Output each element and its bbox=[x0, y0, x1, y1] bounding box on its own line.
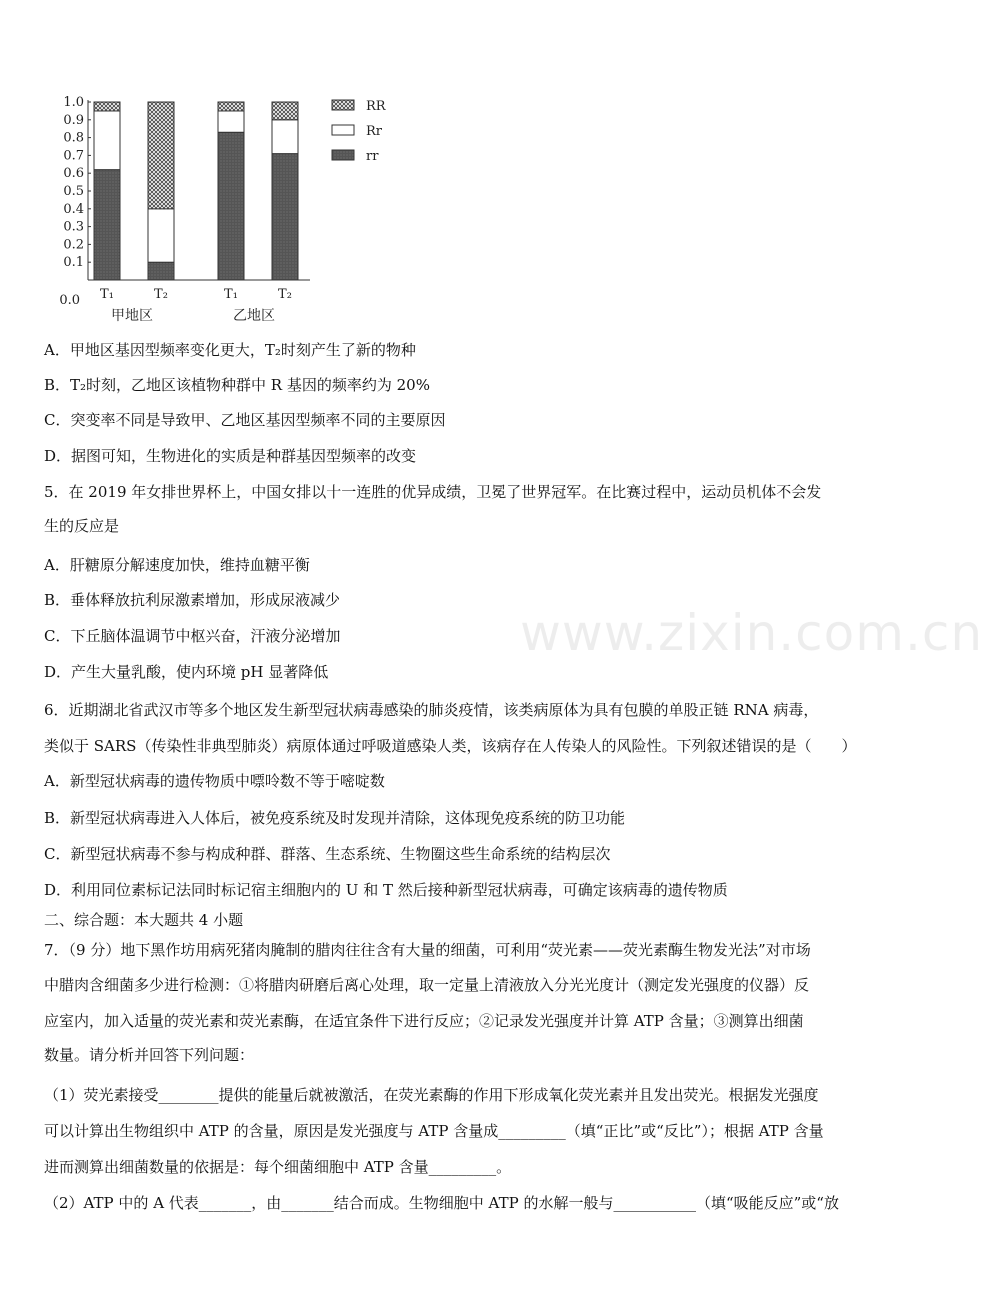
text-line-sec2: 二、综合题：本大题共 4 小题 bbox=[44, 911, 244, 929]
bar-segment-rr bbox=[272, 154, 298, 280]
bar-segment-RR bbox=[148, 102, 174, 209]
bar-segment-rr bbox=[94, 170, 120, 280]
text-line-q4a: A．甲地区基因型频率变化更大，T₂时刻产生了新的物种 bbox=[44, 341, 416, 359]
group-label: 甲地区 bbox=[111, 308, 153, 324]
bar-segment-RR bbox=[272, 102, 298, 120]
y-tick-label: 0.5 bbox=[63, 184, 84, 199]
legend-swatch-RR bbox=[332, 100, 354, 110]
watermark: www.zixin.com.cn bbox=[520, 604, 983, 662]
bar-segment-RR bbox=[218, 102, 244, 111]
text-line-q7e: （1）荧光素接受________提供的能量后就被激活，在荧光素酶的作用下形成氧化荧光素并且发出荧光。根据发光强度 bbox=[44, 1086, 819, 1104]
x-tick-label: T₁ bbox=[100, 287, 114, 302]
y-tick-label: 0.6 bbox=[63, 166, 84, 182]
text-line-q6a3: C．新型冠状病毒不参与构成种群、群落、生态系统、生物圈这些生命系统的结构层次 bbox=[44, 845, 611, 863]
text-line-q7: 7．（9 分）地下黑作坊用病死猪肉腌制的腊肉往往含有大量的细菌，可利用“荧光素——荧光素酶生物发光法”对市场 bbox=[44, 941, 811, 959]
legend-label-rr: rr bbox=[366, 149, 379, 164]
y-tick-label: 0.2 bbox=[63, 237, 84, 253]
text-line-q5a3: C．下丘脑体温调节中枢兴奋，汗液分泌增加 bbox=[44, 627, 341, 645]
bar-segment-rr bbox=[148, 262, 174, 280]
text-line-q7b: 中腊肉含细菌多少进行检测：①将腊肉研磨后离心处理，取一定量上清液放入分光光度计（测定发光强度的仪器）反 bbox=[44, 976, 810, 994]
text-line-q4b: B．T₂时刻，乙地区该植物种群中 R 基因的频率约为 20% bbox=[44, 376, 430, 394]
text-line-q7h: （2）ATP 中的 A 代表_______，由_______结合而成。生物细胞中 ATP 的水解一般与___________（填“吸能反应”或“放 bbox=[44, 1194, 839, 1212]
y-tick-label: 0.8 bbox=[63, 130, 84, 146]
text-line-q5a2: B．垂体释放抗利尿激素增加，形成尿液减少 bbox=[44, 591, 341, 609]
bar-segment-Rr bbox=[148, 209, 174, 262]
bar-segment-RR bbox=[94, 102, 120, 111]
bar-segment-rr bbox=[218, 132, 244, 280]
y-tick-label: 0.9 bbox=[63, 112, 84, 128]
text-line-q6b: 类似于 SARS（传染性非典型肺炎）病原体通过呼吸道感染人类，该病存在人传染人的风险性。下列叙述错误的是（ ） bbox=[44, 737, 857, 755]
text-line-q5b: 生的反应是 bbox=[44, 517, 120, 535]
legend-label-RR: RR bbox=[366, 99, 386, 114]
text-line-q5: 5．在 2019 年女排世界杯上，中国女排以十一连胜的优异成绩，卫冕了世界冠军。在比赛过程中，运动员机体不会发 bbox=[44, 483, 822, 501]
text-line-q7c: 应室内，加入适量的荧光素和荧光素酶，在适宜条件下进行反应；②记录发光强度并计算 ATP 含量；③测算出细菌 bbox=[44, 1012, 804, 1030]
y-tick-label: 0.0 bbox=[59, 293, 80, 308]
x-tick-label: T₂ bbox=[278, 287, 292, 302]
text-line-q6a2: B．新型冠状病毒进入人体后，被免疫系统及时发现并清除，这体现免疫系统的防卫功能 bbox=[44, 809, 626, 827]
legend-label-Rr: Rr bbox=[366, 124, 383, 139]
bar-segment-Rr bbox=[94, 111, 120, 170]
text-line-q7d: 数量。请分析并回答下列问题： bbox=[44, 1046, 255, 1064]
text-line-q4c: C．突变率不同是导致甲、乙地区基因型频率不同的主要原因 bbox=[44, 411, 446, 429]
chart-svg bbox=[40, 88, 420, 328]
y-tick-label: 0.4 bbox=[63, 201, 84, 217]
text-line-q6: 6．近期湖北省武汉市等多个地区发生新型冠状病毒感染的肺炎疫情，该类病原体为具有包膜的单股正链 RNA 病毒， bbox=[44, 701, 819, 719]
text-line-q6a4: D．利用同位素标记法同时标记宿主细胞内的 U 和 T 然后接种新型冠状病毒，可确定该病毒的遗传物质 bbox=[44, 881, 728, 899]
x-tick-label: T₁ bbox=[224, 287, 238, 302]
legend-swatch-rr bbox=[332, 150, 354, 160]
text-line-q5a4: D．产生大量乳酸，使内环境 pH 显著降低 bbox=[44, 663, 329, 681]
y-tick-label: 0.3 bbox=[63, 219, 84, 235]
text-line-q6a1: A．新型冠状病毒的遗传物质中嘌呤数不等于嘧啶数 bbox=[44, 772, 385, 790]
text-line-q4d: D．据图可知，生物进化的实质是种群基因型频率的改变 bbox=[44, 447, 417, 465]
legend-swatch-Rr bbox=[332, 125, 354, 135]
text-line-q7g: 进而测算出细菌数量的依据是：每个细菌细胞中 ATP 含量_________。 bbox=[44, 1158, 512, 1176]
bar-segment-Rr bbox=[218, 111, 244, 132]
text-line-q7f: 可以计算出生物组织中 ATP 的含量，原因是发光强度与 ATP 含量成_________（填“正比”或“反比”）；根据 ATP 含量 bbox=[44, 1122, 824, 1140]
group-label: 乙地区 bbox=[233, 308, 275, 324]
x-tick-label: T₂ bbox=[154, 287, 168, 302]
genotype-frequency-chart bbox=[40, 88, 420, 328]
y-tick-label: 0.7 bbox=[63, 148, 84, 164]
y-tick-label: 1.0 bbox=[63, 95, 84, 110]
text-line-q5a1: A．肝糖原分解速度加快，维持血糖平衡 bbox=[44, 556, 310, 574]
y-tick-label: 0.1 bbox=[63, 255, 84, 271]
bar-segment-Rr bbox=[272, 120, 298, 154]
